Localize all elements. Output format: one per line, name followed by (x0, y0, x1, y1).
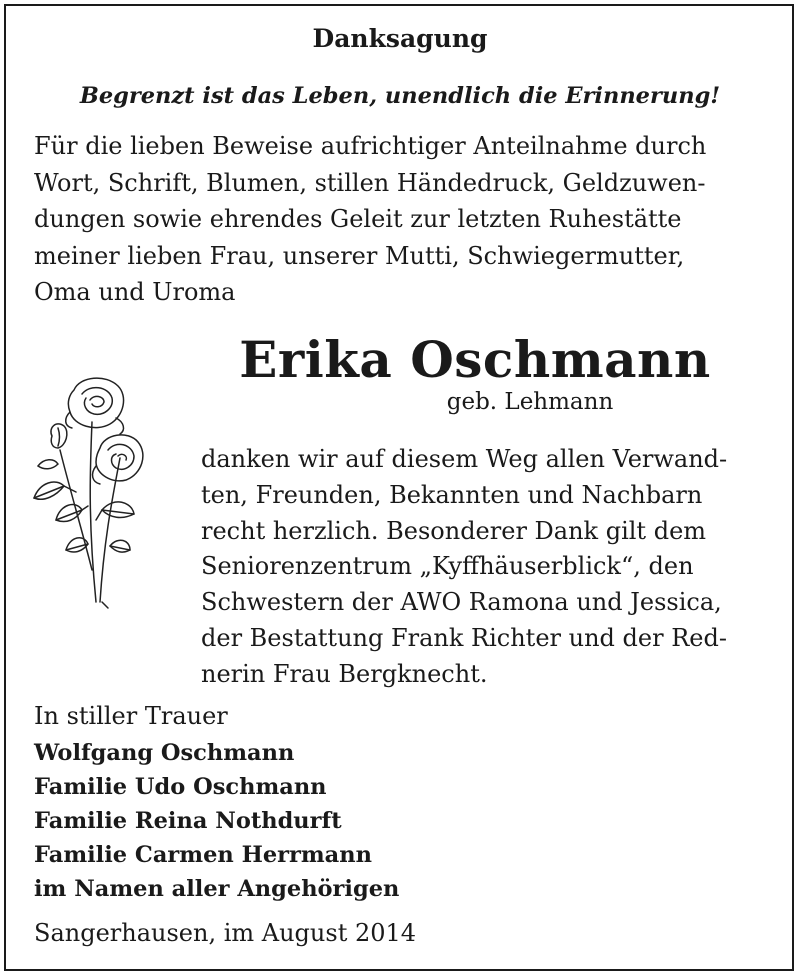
thanks-line: recht herzlich. Besonderer Dank gilt dem (201, 516, 707, 545)
intro-line: Für die lieben Beweise aufrichtiger Anteilnahme durch (34, 132, 707, 160)
mourner-name: Familie Udo Oschmann (34, 774, 327, 800)
thanks-line: der Bestattung Frank Richter und der Red- (201, 623, 727, 652)
mourning-intro: In stiller Trauer (34, 702, 228, 730)
place-date: Sangerhausen, im August 2014 (34, 919, 417, 947)
mourner-name: Familie Carmen Herrmann (34, 842, 372, 868)
deceased-name: Erika Oschmann (239, 330, 711, 389)
mourners-list (34, 736, 399, 906)
thanks-line: nerin Frau Bergknecht. (201, 659, 488, 688)
mourner-name: Familie Reina Nothdurft (34, 808, 342, 834)
roses-icon (30, 370, 158, 610)
intro-line: dungen sowie ehrendes Geleit zur letzten Ruhestätte (34, 205, 682, 233)
intro-line: Oma und Uroma (34, 278, 236, 306)
thanks-line: Seniorenzentrum „Kyffhäuserblick“, den (201, 552, 694, 581)
mourner-name: im Namen aller Angehörigen (34, 876, 400, 902)
notice-heading: Danksagung (312, 24, 488, 53)
thanks-paragraph (201, 442, 768, 693)
intro-line: Wort, Schrift, Blumen, stillen Händedruck, Geldzuwen- (34, 168, 706, 197)
thanks-line: danken wir auf diesem Weg allen Verwand- (201, 445, 728, 473)
thanks-line: ten, Freunden, Bekannten und Nachbarn (201, 480, 703, 509)
notice-motto: Begrenzt ist das Leben, unendlich die Erinnerung! (79, 83, 721, 109)
intro-paragraph (34, 128, 768, 311)
thanks-line: Schwestern der AWO Ramona und Jessica, (201, 588, 722, 617)
intro-line: meiner lieben Frau, unserer Mutti, Schwiegermutter, (34, 241, 685, 270)
birth-name: geb. Lehmann (446, 389, 614, 415)
mourner-name: Wolfgang Oschmann (34, 740, 295, 766)
